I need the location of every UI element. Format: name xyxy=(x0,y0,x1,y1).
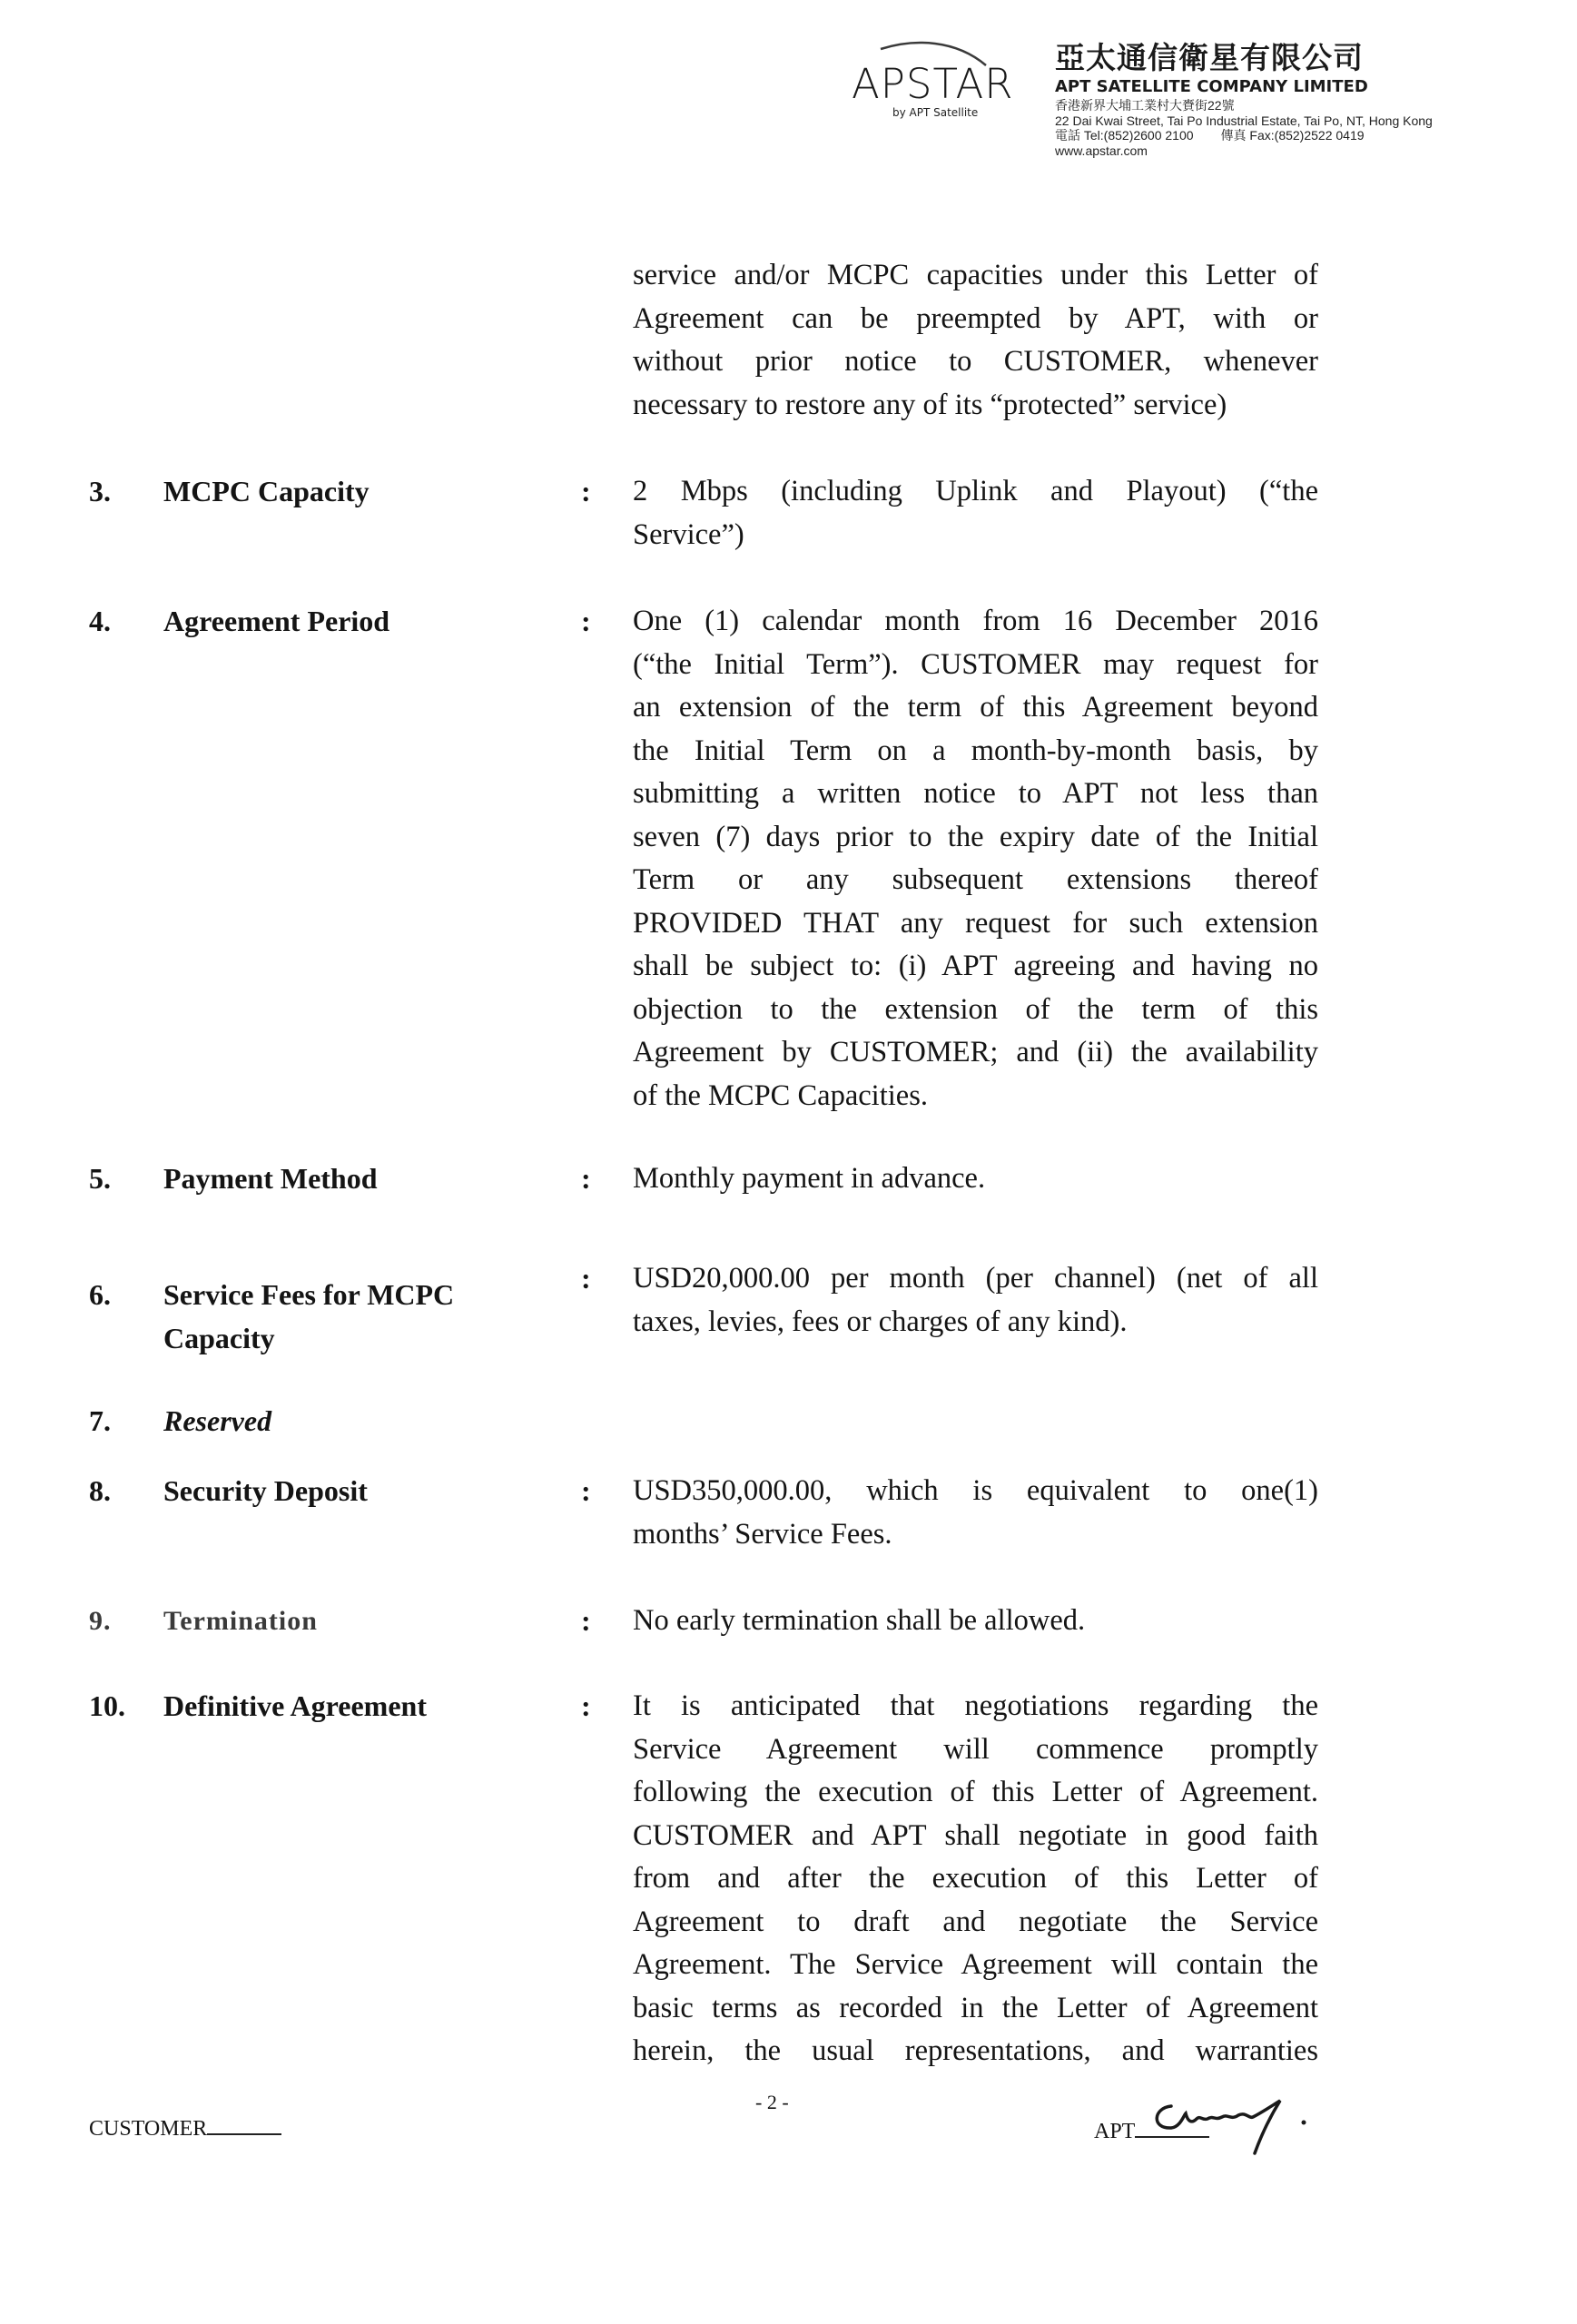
text-line: (“the Initial Term”). CUSTOMER may request for xyxy=(633,647,1318,681)
address-en: 22 Dai Kwai Street, Tai Po Industrial Estate, Tai Po, NT, Hong Kong xyxy=(1055,113,1433,128)
clause-number: 4. xyxy=(89,605,111,637)
text-line: necessary to restore any of its “protected” service) xyxy=(633,388,1227,421)
text-line: CUSTOMER and APT shall negotiate in good faith xyxy=(633,1818,1318,1852)
apstar-logo xyxy=(852,33,1014,133)
clause-title: Reserved xyxy=(163,1404,272,1437)
customer-signature-field xyxy=(89,2117,281,2142)
text-line: It is anticipated that negotiations regarding the xyxy=(633,1689,1318,1722)
clause-title: Definitive Agreement xyxy=(163,1689,427,1722)
clause-separator: : xyxy=(581,1262,591,1295)
clause-separator: : xyxy=(581,1162,591,1195)
clause-value xyxy=(633,1600,1318,1643)
clause-title: Agreement Period xyxy=(163,605,390,637)
clause-title xyxy=(163,1274,454,1360)
handwritten-signature-icon xyxy=(1144,2088,1316,2161)
clause-title-line: Service Fees for MCPC xyxy=(163,1278,455,1311)
company-name-en: APT SATELLITE COMPANY LIMITED xyxy=(1055,77,1368,96)
text-line: months’ Service Fees. xyxy=(633,1517,892,1551)
text-line: an extension of the term of this Agreement beyond xyxy=(633,691,1318,724)
clause-separator: : xyxy=(581,605,591,637)
text-line: herein, the usual representations, and warranties xyxy=(633,2034,1318,2067)
customer-signature-line[interactable] xyxy=(207,2117,281,2135)
clause-separator: : xyxy=(581,475,591,507)
text-line: USD20,000.00 per month (per channel) (net of all xyxy=(633,1262,1318,1295)
clause-number: 9. xyxy=(89,1606,112,1636)
text-line: 2 Mbps (including Uplink and Playout) (“the xyxy=(633,475,1318,507)
clause-number: 7. xyxy=(89,1404,111,1437)
text-line: of the MCPC Capacities. xyxy=(633,1078,928,1112)
logo-text: APSTAR xyxy=(852,60,1014,108)
text-line: Monthly payment in advance. xyxy=(633,1162,986,1195)
clause-separator: : xyxy=(581,1689,591,1722)
text-line: objection to the extension of the term of this xyxy=(633,992,1318,1026)
text-line: submitting a written notice to APT not less than xyxy=(633,777,1318,810)
text-line: basic terms as recorded in the Letter of Agreement xyxy=(633,1991,1318,2024)
company-info xyxy=(1055,40,1433,158)
clause-title: MCPC Capacity xyxy=(163,475,370,507)
clause-number: 5. xyxy=(89,1162,111,1195)
text-line: Service Agreement will commence promptly xyxy=(633,1732,1318,1766)
clause-separator: : xyxy=(581,1604,591,1637)
text-line: seven (7) days prior to the expiry date of the Initial xyxy=(633,820,1318,853)
clause-number: 8. xyxy=(89,1474,111,1507)
clause-value xyxy=(633,600,1318,1118)
clause-value xyxy=(633,1470,1318,1556)
text-line: service and/or MCPC capacities under this Letter of xyxy=(633,259,1318,291)
clause-number: 6. xyxy=(89,1278,111,1311)
text-line: No early termination shall be allowed. xyxy=(633,1604,1086,1637)
text-line: taxes, levies, fees or charges of any kind). xyxy=(633,1305,1128,1338)
fax-number: 傳真 Fax:(852)2522 0419 xyxy=(1220,128,1365,143)
customer-label: CUSTOMER xyxy=(89,2117,208,2141)
text-line: USD350,000.00, which is equivalent to one(1) xyxy=(633,1474,1318,1507)
website-link[interactable]: www.apstar.com xyxy=(1055,143,1148,158)
phone-number: 電話 Tel:(852)2600 2100 xyxy=(1055,128,1194,143)
page-number: - 2 - xyxy=(755,2091,789,2113)
clause-title-line: Capacity xyxy=(163,1321,275,1354)
clause-title: Security Deposit xyxy=(163,1474,368,1507)
text-line: Agreement. The Service Agreement will contain the xyxy=(633,1948,1318,1981)
clause-title: Termination xyxy=(163,1606,318,1636)
text-line: Service”) xyxy=(633,517,744,551)
phone-fax xyxy=(1055,128,1433,143)
clause-number: 10. xyxy=(89,1689,125,1722)
clause-separator: : xyxy=(581,1474,591,1507)
text-line: Term or any subsequent extensions thereof xyxy=(633,863,1318,896)
company-name-cn: 亞太通信衛星有限公司 xyxy=(1055,40,1364,75)
text-line: without prior notice to CUSTOMER, whenever xyxy=(633,345,1318,378)
clause-value xyxy=(633,1157,1318,1201)
apt-label: APT xyxy=(1094,2120,1136,2143)
text-line: One (1) calendar month from 16 December 2016 xyxy=(633,605,1318,637)
text-line: the Initial Term on a month-by-month basis, by xyxy=(633,734,1318,767)
address-cn: 香港新界大埔工業村大賚街22號 xyxy=(1055,98,1235,113)
text-line: shall be subject to: (i) APT agreeing and having no xyxy=(633,950,1318,982)
logo-subtitle: by APT Satellite xyxy=(892,106,979,119)
continuation-text xyxy=(633,254,1318,427)
clause-value xyxy=(633,470,1318,556)
clause-value xyxy=(633,1257,1318,1344)
text-line: Agreement by CUSTOMER; and (ii) the availability xyxy=(633,1036,1318,1068)
text-line: from and after the execution of this Letter of xyxy=(633,1862,1318,1895)
letterhead xyxy=(852,33,1523,187)
text-line: Agreement can be preempted by APT, with or xyxy=(633,301,1318,335)
clause-number: 3. xyxy=(89,475,111,507)
text-line: following the execution of this Letter of Agreement. xyxy=(633,1776,1318,1808)
clause-value xyxy=(633,1685,1318,2073)
text-line: PROVIDED THAT any request for such extension xyxy=(633,906,1318,940)
text-line: Agreement to draft and negotiate the Service xyxy=(633,1905,1318,1938)
clause-title: Payment Method xyxy=(163,1162,378,1195)
